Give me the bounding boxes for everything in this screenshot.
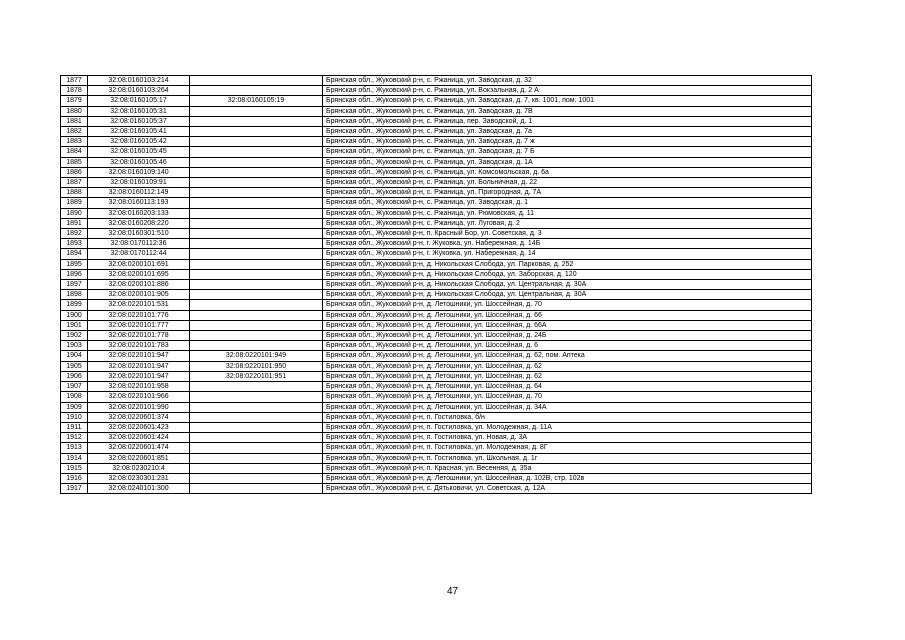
cadastral-number-cell: 32:08:0200101:691 bbox=[88, 259, 190, 269]
table-row bbox=[61, 290, 812, 300]
cadastral-number-cell: 32:08:0160105:42 bbox=[88, 137, 190, 147]
address-cell: Брянская обл., Жуковский р-н, д. Летошники, ул. Шоссейная, д. 34А bbox=[323, 402, 812, 412]
table-row bbox=[61, 157, 812, 167]
address-cell: Брянская обл., Жуковский р-н, с. Ржаница, ул. Заводская, д. 7 Б bbox=[323, 147, 812, 157]
row-number-cell: 1899 bbox=[61, 300, 88, 310]
address-cell: Брянская обл., Жуковский р-н, д. Летошники, ул. Шоссейная, д. 62, пом. Аптека bbox=[323, 351, 812, 361]
row-number-cell: 1907 bbox=[61, 382, 88, 392]
related-number-cell bbox=[190, 229, 323, 239]
table-row bbox=[61, 239, 812, 249]
cadastral-number-cell: 32:08:0200101:886 bbox=[88, 280, 190, 290]
row-number-cell: 1912 bbox=[61, 433, 88, 443]
table-row bbox=[61, 116, 812, 126]
address-cell: Брянская обл., Жуковский р-н, с. Ржаница, ул. Заводская, д. 32 bbox=[323, 76, 812, 86]
cadastral-number-cell: 32:08:0200101:695 bbox=[88, 269, 190, 279]
cadastral-number-cell: 32:08:0220101:783 bbox=[88, 341, 190, 351]
related-number-cell bbox=[190, 484, 323, 494]
table-row bbox=[61, 412, 812, 422]
row-number-cell: 1898 bbox=[61, 290, 88, 300]
related-number-cell bbox=[190, 127, 323, 137]
row-number-cell: 1906 bbox=[61, 371, 88, 381]
row-number-cell: 1894 bbox=[61, 249, 88, 259]
address-cell: Брянская обл., Жуковский р-н, д. Летошники, ул. Шоссейная, д. 66 bbox=[323, 310, 812, 320]
related-number-cell bbox=[190, 188, 323, 198]
related-number-cell: 32:08:0220101:949 bbox=[190, 351, 323, 361]
related-number-cell bbox=[190, 157, 323, 167]
address-cell: Брянская обл., Жуковский р-н, с. Ржаница, пер. Заводской, д. 1 bbox=[323, 116, 812, 126]
table-row bbox=[61, 453, 812, 463]
table-row bbox=[61, 76, 812, 86]
cadastral-number-cell: 32:08:0170112:36 bbox=[88, 239, 190, 249]
cadastral-number-cell: 32:08:0220101:947 bbox=[88, 351, 190, 361]
cadastral-number-cell: 32:08:0160113:193 bbox=[88, 198, 190, 208]
table-row bbox=[61, 443, 812, 453]
address-cell: Брянская обл., Жуковский р-н, с. Ржаница, ул. Заводская, д. 7а bbox=[323, 127, 812, 137]
related-number-cell bbox=[190, 320, 323, 330]
related-number-cell bbox=[190, 443, 323, 453]
related-number-cell bbox=[190, 106, 323, 116]
address-cell: Брянская обл., Жуковский р-н, с. Ржаница, ул. Больничная, д. 22 bbox=[323, 178, 812, 188]
table-row bbox=[61, 198, 812, 208]
table-row bbox=[61, 147, 812, 157]
row-number-cell: 1889 bbox=[61, 198, 88, 208]
address-cell: Брянская обл., Жуковский р-н, п. Красный Бор, ул. Советская, д. 3 bbox=[323, 229, 812, 239]
row-number-cell: 1908 bbox=[61, 392, 88, 402]
cadastral-number-cell: 32:08:0160103:214 bbox=[88, 76, 190, 86]
address-cell: Брянская обл., Жуковский р-н, с. Ржаница, ул. Пригородная, д. 7А bbox=[323, 188, 812, 198]
address-cell: Брянская обл., Жуковский р-н, г. Жуковка, ул. Набережная, д. 14Б bbox=[323, 239, 812, 249]
address-cell: Брянская обл., Жуковский р-н, д. Летошники, ул. Шоссейная, д. 102В, стр. 102в bbox=[323, 473, 812, 483]
cadastral-number-cell: 32:08:0240101:300 bbox=[88, 484, 190, 494]
related-number-cell bbox=[190, 422, 323, 432]
address-cell: Брянская обл., Жуковский р-н, с. Ржаница, ул. Комсомольская, д. 6а bbox=[323, 167, 812, 177]
related-number-cell bbox=[190, 473, 323, 483]
cadastral-number-cell: 32:08:0160105:41 bbox=[88, 127, 190, 137]
cadastral-number-cell: 32:08:0220101:947 bbox=[88, 371, 190, 381]
related-number-cell bbox=[190, 147, 323, 157]
cadastral-number-cell: 32:08:0220601:423 bbox=[88, 422, 190, 432]
related-number-cell bbox=[190, 178, 323, 188]
table-row bbox=[61, 310, 812, 320]
row-number-cell: 1878 bbox=[61, 86, 88, 96]
related-number-cell bbox=[190, 280, 323, 290]
row-number-cell: 1915 bbox=[61, 463, 88, 473]
row-number-cell: 1917 bbox=[61, 484, 88, 494]
address-cell: Брянская обл., Жуковский р-н, д. Никольская Слобода, ул. Центральная, д. 30А bbox=[323, 290, 812, 300]
row-number-cell: 1903 bbox=[61, 341, 88, 351]
related-number-cell bbox=[190, 76, 323, 86]
related-number-cell bbox=[190, 310, 323, 320]
cadastral-number-cell: 32:08:0220101:531 bbox=[88, 300, 190, 310]
table-row bbox=[61, 137, 812, 147]
table-row bbox=[61, 463, 812, 473]
row-number-cell: 1913 bbox=[61, 443, 88, 453]
cadastral-number-cell: 32:08:0220101:778 bbox=[88, 331, 190, 341]
table-row bbox=[61, 402, 812, 412]
row-number-cell: 1883 bbox=[61, 137, 88, 147]
address-cell: Брянская обл., Жуковский р-н, п. Гостиловка, ул. Школьная, д. 1г bbox=[323, 453, 812, 463]
address-cell: Брянская обл., Жуковский р-н, с. Ржаница, ул. Заводская, д. 7, кв. 1001, пом. 1001 bbox=[323, 96, 812, 106]
related-number-cell bbox=[190, 249, 323, 259]
row-number-cell: 1914 bbox=[61, 453, 88, 463]
table-row bbox=[61, 382, 812, 392]
cadastral-number-cell: 32:08:0230210:4 bbox=[88, 463, 190, 473]
row-number-cell: 1891 bbox=[61, 218, 88, 228]
table-row bbox=[61, 351, 812, 361]
related-number-cell bbox=[190, 382, 323, 392]
related-number-cell bbox=[190, 392, 323, 402]
related-number-cell bbox=[190, 208, 323, 218]
address-cell: Брянская обл., Жуковский р-н, д. Летошники, ул. Шоссейная, д. 62 bbox=[323, 371, 812, 381]
table-row bbox=[61, 300, 812, 310]
row-number-cell: 1905 bbox=[61, 361, 88, 371]
cadastral-number-cell: 32:08:0220601:424 bbox=[88, 433, 190, 443]
row-number-cell: 1881 bbox=[61, 116, 88, 126]
row-number-cell: 1901 bbox=[61, 320, 88, 330]
related-number-cell bbox=[190, 218, 323, 228]
table-row bbox=[61, 269, 812, 279]
row-number-cell: 1897 bbox=[61, 280, 88, 290]
address-cell: Брянская обл., Жуковский р-н, с. Ржаница, ул. Заводская, д. 1А bbox=[323, 157, 812, 167]
cadastral-number-cell: 32:08:0220601:374 bbox=[88, 412, 190, 422]
related-number-cell bbox=[190, 412, 323, 422]
address-cell: Брянская обл., Жуковский р-н, д. Летошники, ул. Шоссейная, д. 70 bbox=[323, 392, 812, 402]
table-row bbox=[61, 208, 812, 218]
cadastral-number-cell: 32:08:0160105:31 bbox=[88, 106, 190, 116]
related-number-cell bbox=[190, 167, 323, 177]
row-number-cell: 1880 bbox=[61, 106, 88, 116]
cadastral-number-cell: 32:08:0220101:958 bbox=[88, 382, 190, 392]
cadastral-number-cell: 32:08:0160103:264 bbox=[88, 86, 190, 96]
address-cell: Брянская обл., Жуковский р-н, с. Ржаница, ул. Заводская, д. 1 bbox=[323, 198, 812, 208]
row-number-cell: 1879 bbox=[61, 96, 88, 106]
row-number-cell: 1916 bbox=[61, 473, 88, 483]
address-cell: Брянская обл., Жуковский р-н, п. Гостиловка, ул. Новая, д. 3А bbox=[323, 433, 812, 443]
address-cell: Брянская обл., Жуковский р-н, д. Летошники, ул. Шоссейная, д. 64 bbox=[323, 382, 812, 392]
related-number-cell: 32:08:0220101:950 bbox=[190, 361, 323, 371]
address-cell: Брянская обл., Жуковский р-н, с. Ржаница, ул. Луговая, д. 2 bbox=[323, 218, 812, 228]
related-number-cell bbox=[190, 433, 323, 443]
row-number-cell: 1886 bbox=[61, 167, 88, 177]
address-cell: Брянская обл., Жуковский р-н, д. Летошники, ул. Шоссейная, д. 6 bbox=[323, 341, 812, 351]
row-number-cell: 1888 bbox=[61, 188, 88, 198]
related-number-cell bbox=[190, 402, 323, 412]
row-number-cell: 1892 bbox=[61, 229, 88, 239]
cadastral-number-cell: 32:08:0220601:474 bbox=[88, 443, 190, 453]
cadastral-number-cell: 32:08:0160105:46 bbox=[88, 157, 190, 167]
table-row bbox=[61, 259, 812, 269]
row-number-cell: 1911 bbox=[61, 422, 88, 432]
table-row bbox=[61, 392, 812, 402]
row-number-cell: 1890 bbox=[61, 208, 88, 218]
table-row bbox=[61, 188, 812, 198]
address-cell: Брянская обл., Жуковский р-н, д. Летошники, ул. Шоссейная, д. 66А bbox=[323, 320, 812, 330]
row-number-cell: 1910 bbox=[61, 412, 88, 422]
table-row bbox=[61, 320, 812, 330]
table-row bbox=[61, 331, 812, 341]
address-cell: Брянская обл., Жуковский р-н, п. Гостиловка, б/н bbox=[323, 412, 812, 422]
row-number-cell: 1896 bbox=[61, 269, 88, 279]
related-number-cell bbox=[190, 116, 323, 126]
related-number-cell bbox=[190, 137, 323, 147]
address-cell: Брянская обл., Жуковский р-н, г. Жуковка, ул. Набережная, д. 14 bbox=[323, 249, 812, 259]
cadastral-number-cell: 32:08:0170112:44 bbox=[88, 249, 190, 259]
row-number-cell: 1885 bbox=[61, 157, 88, 167]
row-number-cell: 1887 bbox=[61, 178, 88, 188]
related-number-cell: 32:08:0160105:19 bbox=[190, 96, 323, 106]
row-number-cell: 1895 bbox=[61, 259, 88, 269]
table-row bbox=[61, 249, 812, 259]
cadastral-number-cell: 32:08:0220101:990 bbox=[88, 402, 190, 412]
address-cell: Брянская обл., Жуковский р-н, с. Дятьковичи, ул. Советская, д. 12А bbox=[323, 484, 812, 494]
cadastral-number-cell: 32:08:0220101:776 bbox=[88, 310, 190, 320]
address-cell: Брянская обл., Жуковский р-н, с. Ржаница, ул. Заводская, д. 7 ж bbox=[323, 137, 812, 147]
table-row bbox=[61, 96, 812, 106]
address-cell: Брянская обл., Жуковский р-н, с. Ржаница, ул. Вокзальная, д. 2 А bbox=[323, 86, 812, 96]
row-number-cell: 1893 bbox=[61, 239, 88, 249]
row-number-cell: 1902 bbox=[61, 331, 88, 341]
page-number: 47 bbox=[446, 586, 459, 597]
table-row bbox=[61, 433, 812, 443]
row-number-cell: 1884 bbox=[61, 147, 88, 157]
address-cell: Брянская обл., Жуковский р-н, д. Летошники, ул. Шоссейная, д. 70 bbox=[323, 300, 812, 310]
address-cell: Брянская обл., Жуковский р-н, п. Красная, ул. Весенняя, д. 35а bbox=[323, 463, 812, 473]
cadastral-number-cell: 32:08:0160105:45 bbox=[88, 147, 190, 157]
cadastral-number-cell: 32:08:0160109:140 bbox=[88, 167, 190, 177]
cadastral-number-cell: 32:08:0220101:947 bbox=[88, 361, 190, 371]
table-row bbox=[61, 371, 812, 381]
address-cell: Брянская обл., Жуковский р-н, д. Летошники, ул. Шоссейная, д. 24Б bbox=[323, 331, 812, 341]
table-row bbox=[61, 473, 812, 483]
related-number-cell bbox=[190, 463, 323, 473]
table-row bbox=[61, 178, 812, 188]
related-number-cell: 32:08:0220101:951 bbox=[190, 371, 323, 381]
property-table bbox=[60, 75, 812, 494]
table-row bbox=[61, 218, 812, 228]
cadastral-number-cell: 32:08:0160109:91 bbox=[88, 178, 190, 188]
row-number-cell: 1904 bbox=[61, 351, 88, 361]
property-table-body bbox=[61, 76, 812, 494]
row-number-cell: 1882 bbox=[61, 127, 88, 137]
cadastral-number-cell: 32:08:0160112:149 bbox=[88, 188, 190, 198]
cadastral-number-cell: 32:08:0160301:510 bbox=[88, 229, 190, 239]
cadastral-number-cell: 32:08:0220101:966 bbox=[88, 392, 190, 402]
related-number-cell bbox=[190, 331, 323, 341]
address-cell: Брянская обл., Жуковский р-н, д. Никольская Слобода, ул. Парковая, д. 252 bbox=[323, 259, 812, 269]
table-row bbox=[61, 361, 812, 371]
related-number-cell bbox=[190, 198, 323, 208]
related-number-cell bbox=[190, 269, 323, 279]
address-cell: Брянская обл., Жуковский р-н, с. Ржаница, ул. Заводская, д. 7В bbox=[323, 106, 812, 116]
table-row bbox=[61, 280, 812, 290]
table-row bbox=[61, 484, 812, 494]
related-number-cell bbox=[190, 239, 323, 249]
related-number-cell bbox=[190, 341, 323, 351]
address-cell: Брянская обл., Жуковский р-н, д. Никольская Слобода, ул. Центральная, д. 30А bbox=[323, 280, 812, 290]
cadastral-number-cell: 32:08:0220601:851 bbox=[88, 453, 190, 463]
cadastral-number-cell: 32:08:0160105:37 bbox=[88, 116, 190, 126]
cadastral-number-cell: 32:08:0160208:220 bbox=[88, 218, 190, 228]
address-cell: Брянская обл., Жуковский р-н, д. Никольская Слобода, ул. Заборская, д. 120 bbox=[323, 269, 812, 279]
table-row bbox=[61, 341, 812, 351]
table-row bbox=[61, 86, 812, 96]
address-cell: Брянская обл., Жуковский р-н, д. Летошники, ул. Шоссейная, д. 62 bbox=[323, 361, 812, 371]
table-row bbox=[61, 106, 812, 116]
address-cell: Брянская обл., Жуковский р-н, п. Гостиловка, ул. Молодежная, д. 8Г bbox=[323, 443, 812, 453]
related-number-cell bbox=[190, 453, 323, 463]
table-row bbox=[61, 167, 812, 177]
cadastral-number-cell: 32:08:0200101:905 bbox=[88, 290, 190, 300]
table-row bbox=[61, 229, 812, 239]
related-number-cell bbox=[190, 86, 323, 96]
row-number-cell: 1909 bbox=[61, 402, 88, 412]
address-cell: Брянская обл., Жуковский р-н, с. Ржаница, ул. Рюмовская, д. 11 bbox=[323, 208, 812, 218]
related-number-cell bbox=[190, 259, 323, 269]
table-row bbox=[61, 127, 812, 137]
related-number-cell bbox=[190, 300, 323, 310]
row-number-cell: 1900 bbox=[61, 310, 88, 320]
cadastral-number-cell: 32:08:0160203:133 bbox=[88, 208, 190, 218]
address-cell: Брянская обл., Жуковский р-н, п. Гостиловка, ул. Молодежная, д. 11А bbox=[323, 422, 812, 432]
cadastral-number-cell: 32:08:0160105:17 bbox=[88, 96, 190, 106]
row-number-cell: 1877 bbox=[61, 76, 88, 86]
cadastral-number-cell: 32:08:0230301:231 bbox=[88, 473, 190, 483]
related-number-cell bbox=[190, 290, 323, 300]
table-row bbox=[61, 422, 812, 432]
cadastral-number-cell: 32:08:0220101:777 bbox=[88, 320, 190, 330]
